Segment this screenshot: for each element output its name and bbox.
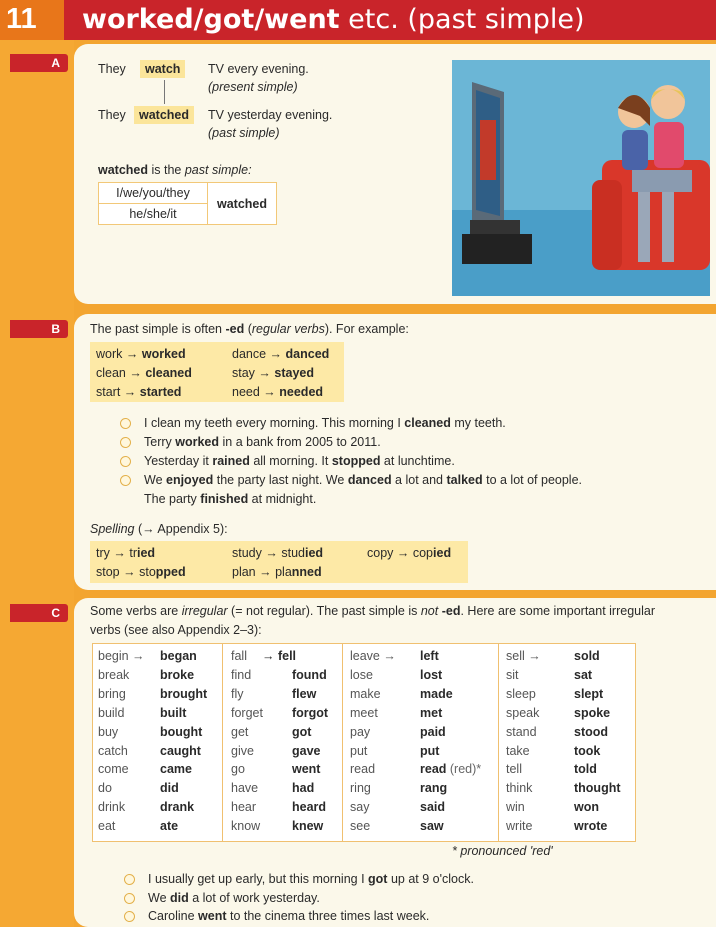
b-pair-0-past: worked — [141, 347, 186, 361]
irregular-base-verb: meet — [350, 705, 378, 720]
irregular-base-verb: take — [506, 743, 530, 758]
b-spell-3-bold: pped — [155, 565, 186, 579]
a-table-row2: he/she/it — [99, 204, 208, 225]
b-pair-3-base: stay — [232, 366, 255, 380]
b-pair-1-past: danced — [285, 347, 330, 361]
irregular-past-verb: saw — [420, 819, 444, 834]
irregular-base-verb: buy — [98, 724, 119, 739]
b-ex2-bold: rained — [212, 454, 250, 468]
c-ex0-post: up at 9 o'clock. — [387, 872, 474, 886]
table-divider — [222, 644, 223, 841]
irregular-base-verb: stand — [506, 724, 537, 739]
irregular-base-verb: come — [98, 762, 129, 777]
irregular-base-verb: drink — [98, 800, 126, 815]
c-intro-italic: irregular — [181, 604, 228, 618]
title-rest: etc. (past simple) — [339, 4, 585, 35]
table-divider — [498, 644, 499, 841]
irregular-past-verb: heard — [292, 800, 327, 815]
b-ex0-bold: cleaned — [404, 416, 451, 430]
a-verb-watch: watch — [140, 60, 185, 78]
a-note-1: (present simple) — [208, 80, 298, 94]
b-spell-0-bold: ied — [136, 546, 156, 560]
irregular-base-verb: see — [350, 819, 371, 834]
b-ex2-bold2: stopped — [331, 454, 381, 468]
b-spell-1: study → studied — [232, 546, 324, 560]
irregular-past-verb: made — [420, 686, 453, 701]
c-example-1 — [148, 891, 320, 905]
b-spelling-heading — [90, 522, 228, 536]
irregular-past-verb: forgot — [292, 705, 329, 720]
irregular-past-verb: did — [160, 781, 179, 796]
c-ex1-post: a lot of work yesterday. — [188, 891, 320, 905]
c-footnote: * pronounced 'red' — [452, 844, 553, 858]
c-intro-1: Some verbs are — [90, 604, 182, 618]
b-pair-5: need → needed — [232, 385, 324, 399]
b-pair-0: work → worked — [96, 347, 186, 361]
b-spell-1-base: study — [232, 546, 262, 560]
irregular-base-verb: say — [350, 800, 370, 815]
b-intro-3: ). For example: — [324, 322, 409, 336]
irregular-past-verb: gave — [292, 743, 321, 758]
b-pair-2-past: cleaned — [145, 366, 192, 380]
bullet-icon — [124, 874, 135, 885]
irregular-base-verb: find — [231, 667, 252, 682]
section-b-label: B — [10, 320, 68, 338]
irregular-past-verb: had — [292, 781, 315, 796]
irregular-past-verb: said — [420, 800, 446, 815]
section-a-label: A — [10, 54, 68, 72]
a-note-2: (past simple) — [208, 126, 280, 140]
c-intro-italic2: not — [420, 604, 439, 618]
b-example-2 — [144, 454, 455, 468]
irregular-base-verb: read — [350, 762, 376, 777]
a-subject-2: They — [98, 108, 126, 122]
irregular-past-verb: wrote — [574, 819, 608, 834]
irregular-past-verb: began — [160, 649, 197, 663]
irregular-past-verb: read (red)* — [420, 762, 482, 777]
irregular-base-verb: get — [231, 724, 249, 739]
b-spell-4: plan → planned — [232, 565, 322, 579]
irregular-base-verb: leave → — [350, 649, 396, 663]
irregular-base-verb: have — [231, 781, 259, 796]
c-ex1-bold: did — [170, 891, 189, 905]
irregular-base-verb: write — [506, 819, 533, 834]
bullet-icon — [124, 911, 135, 922]
b-intro-italic: regular verbs — [251, 322, 325, 336]
bullet-icon — [120, 418, 131, 429]
section-c-label: C — [10, 604, 68, 622]
irregular-base-verb: think — [506, 781, 533, 796]
b-ex1-post: in a bank from 2005 to 2011. — [219, 435, 381, 449]
b-ex4-pre: The party — [144, 492, 201, 506]
irregular-past-verb: lost — [420, 667, 443, 682]
b-pair-4-past: started — [139, 385, 182, 399]
title-bold: worked/got/went — [82, 4, 340, 35]
bullet-icon — [124, 893, 135, 904]
b-spell-4-pre: pla — [275, 565, 292, 579]
b-pair-5-base: need — [232, 385, 260, 399]
a-intro-rest: is the — [148, 163, 185, 177]
irregular-past-verb: slept — [574, 686, 604, 701]
b-example-3 — [144, 473, 582, 487]
irregular-past-verb: found — [292, 667, 327, 682]
irregular-base-verb: make — [350, 686, 381, 701]
b-ex3-post2: a lot and — [391, 473, 447, 487]
irregular-past-verb: stood — [574, 724, 609, 739]
irregular-past-verb: bought — [160, 724, 203, 739]
irregular-past-verb: sold — [574, 649, 600, 663]
irregular-past-verb: left — [420, 649, 439, 663]
irregular-past-verb: spoke — [574, 705, 611, 720]
irregular-base-verb: fly — [231, 686, 244, 701]
irregular-past-verb: came — [160, 762, 192, 777]
irregular-base-verb: go — [231, 762, 245, 777]
b-intro-2: ( — [244, 322, 252, 336]
b-ex3-pre: We — [144, 473, 166, 487]
b-intro-1: The past simple is often — [90, 322, 226, 336]
b-spell-1-bold: ied — [304, 546, 324, 560]
c-ex0-bold: got — [368, 872, 388, 886]
b-pair-0-base: work — [96, 347, 123, 361]
tv-couple-illustration — [452, 60, 710, 296]
b-pair-4: start → started — [96, 385, 182, 399]
c-intro-line2: verbs (see also Appendix 2–3): — [90, 623, 262, 637]
irregular-past-verb: caught — [160, 743, 201, 758]
a-table-row1: I/we/you/they — [99, 183, 208, 204]
bullet-icon — [120, 475, 131, 486]
b-ex2-post: all morning. It — [249, 454, 332, 468]
c-ex2-post: to the cinema three times last week. — [226, 909, 430, 923]
irregular-base-verb: hear — [231, 800, 257, 815]
irregular-base-verb: speak — [506, 705, 540, 720]
irregular-base-verb: know — [231, 819, 261, 834]
b-spell-3-pre: sto — [139, 565, 156, 579]
b-ex1-bold: worked — [175, 435, 220, 449]
b-ex3-bold3: talked — [446, 473, 483, 487]
irregular-base-verb: sleep — [506, 686, 536, 701]
c-ex0-pre: I usually get up early, but this morning I — [148, 872, 369, 886]
irregular-past-verb: won — [574, 800, 599, 815]
irregular-base-verb: tell — [506, 762, 522, 777]
b-ex2-pre: Yesterday it — [144, 454, 213, 468]
irregular-base-verb: fall — [231, 649, 247, 663]
unit-number: 11 — [6, 3, 37, 35]
irregular-past-verb: knew — [292, 819, 324, 834]
a-intro-bold: watched — [98, 163, 149, 177]
b-pair-3: stay → stayed — [232, 366, 314, 380]
irregular-base-verb: bring — [98, 686, 126, 701]
a-table-value: watched — [208, 183, 277, 225]
b-spell-3-base: stop — [96, 565, 120, 579]
irregular-base-verb: do — [98, 781, 112, 796]
bullet-icon — [120, 437, 131, 448]
irregular-past-verb: flew — [292, 686, 317, 701]
irregular-base-verb: build — [98, 705, 125, 720]
a-verb-watched: watched — [134, 106, 194, 124]
irregular-base-verb: catch — [98, 743, 128, 758]
irregular-base-verb: give — [231, 743, 254, 758]
c-ex2-bold: went — [198, 909, 227, 923]
man-icon — [651, 85, 685, 119]
table-divider — [342, 644, 343, 841]
b-spelling-ref: (→ Appendix 5): — [134, 522, 228, 536]
irregular-base-verb: pay — [350, 724, 371, 739]
b-spell-2-base: copy — [367, 546, 394, 560]
c-example-0 — [148, 872, 474, 886]
irregular-base-verb: eat — [98, 819, 116, 834]
b-spell-2: copy → copied — [367, 546, 452, 560]
irregular-base-verb: break — [98, 667, 130, 682]
irregular-past-verb: paid — [420, 724, 446, 739]
c-intro-bold: -ed — [438, 604, 461, 618]
c-intro-line1 — [90, 604, 655, 618]
b-intro — [90, 322, 409, 336]
irregular-base-verb: forget — [231, 705, 263, 720]
a-rest-2: TV yesterday evening. — [208, 108, 333, 122]
irregular-base-verb: put — [350, 743, 368, 758]
b-spell-4-base: plan — [232, 565, 256, 579]
unit-title — [82, 4, 584, 35]
b-pair-3-past: stayed — [274, 366, 314, 380]
a-intro — [98, 163, 252, 177]
b-spelling-label: Spelling — [90, 522, 135, 536]
irregular-past-verb: sat — [574, 667, 593, 682]
irregular-past-verb: thought — [574, 781, 621, 796]
irregular-past-verb: broke — [160, 667, 195, 682]
b-example-4 — [144, 492, 316, 506]
irregular-base-verb: sell → — [506, 649, 541, 663]
b-ex3-post: the party last night. We — [213, 473, 348, 487]
b-ex3-bold: enjoyed — [166, 473, 214, 487]
b-spell-2-bold: ied — [433, 546, 452, 560]
c-ex1-pre: We — [148, 891, 170, 905]
irregular-past-verb: built — [160, 705, 187, 720]
irregular-past-verb: → fell — [262, 649, 297, 663]
irregular-past-verb: drank — [160, 800, 195, 815]
a-intro-italic: past simple: — [184, 163, 252, 177]
b-ex3-bold2: danced — [347, 473, 392, 487]
b-example-1 — [144, 435, 381, 449]
irregular-base-verb: sit — [506, 667, 519, 682]
read-pronunciation-note: (red)* — [446, 762, 482, 777]
irregular-base-verb: win — [506, 800, 525, 815]
irregular-past-verb: got — [292, 724, 312, 739]
irregular-past-verb: put — [420, 743, 440, 758]
b-ex4-post: at midnight. — [248, 492, 317, 506]
irregular-base-verb: ring — [350, 781, 371, 796]
b-intro-bold: -ed — [225, 322, 245, 336]
c-ex2-pre: Caroline — [148, 909, 199, 923]
b-spell-2-pre: cop — [412, 546, 434, 560]
b-ex0-post: my teeth. — [450, 416, 506, 430]
b-ex1-pre: Terry — [144, 435, 176, 449]
irregular-past-verb: went — [292, 762, 321, 777]
a-subject-1: They — [98, 62, 126, 76]
b-pair-4-base: start — [96, 385, 121, 399]
b-ex2-post2: at lunchtime. — [380, 454, 455, 468]
b-ex0-pre: I clean my teeth every morning. This morning I — [144, 416, 405, 430]
irregular-base-verb: lose — [350, 667, 373, 682]
irregular-past-verb: told — [574, 762, 597, 777]
irregular-past-verb: brought — [160, 686, 208, 701]
irregular-past-verb: ate — [160, 819, 179, 834]
b-spell-4-bold: nned — [291, 565, 322, 579]
b-spell-1-pre: stud — [281, 546, 305, 560]
a-rest-1: TV every evening. — [208, 62, 309, 76]
b-pair-2: clean → cleaned — [96, 366, 192, 380]
b-ex3-post3: to a lot of people. — [482, 473, 583, 487]
b-spell-0-base: try — [96, 546, 110, 560]
c-intro-3: . Here are some important irregular — [460, 604, 655, 618]
bullet-icon — [120, 456, 131, 467]
irregular-past-verb: met — [420, 705, 443, 720]
b-pair-5-past: needed — [279, 385, 324, 399]
b-example-0 — [144, 416, 506, 430]
b-spell-3: stop → stopped — [96, 565, 186, 579]
b-pair-1: dance → danced — [232, 347, 330, 361]
sidebar-strip — [0, 40, 74, 927]
b-spell-0: try → tried — [96, 546, 156, 560]
a-form-table — [98, 182, 277, 225]
b-spell-0-pre: tr — [129, 546, 137, 560]
c-intro-2: (= not regular). The past simple is — [227, 604, 421, 618]
irregular-past-verb: took — [574, 743, 601, 758]
b-pair-2-base: clean — [96, 366, 126, 380]
c-example-2 — [148, 909, 429, 923]
a-connector-line — [164, 80, 165, 104]
irregular-base-verb: begin → — [98, 649, 145, 663]
b-ex4-bold: finished — [200, 492, 249, 506]
b-pair-1-base: dance — [232, 347, 267, 361]
irregular-past-verb: rang — [420, 781, 448, 796]
